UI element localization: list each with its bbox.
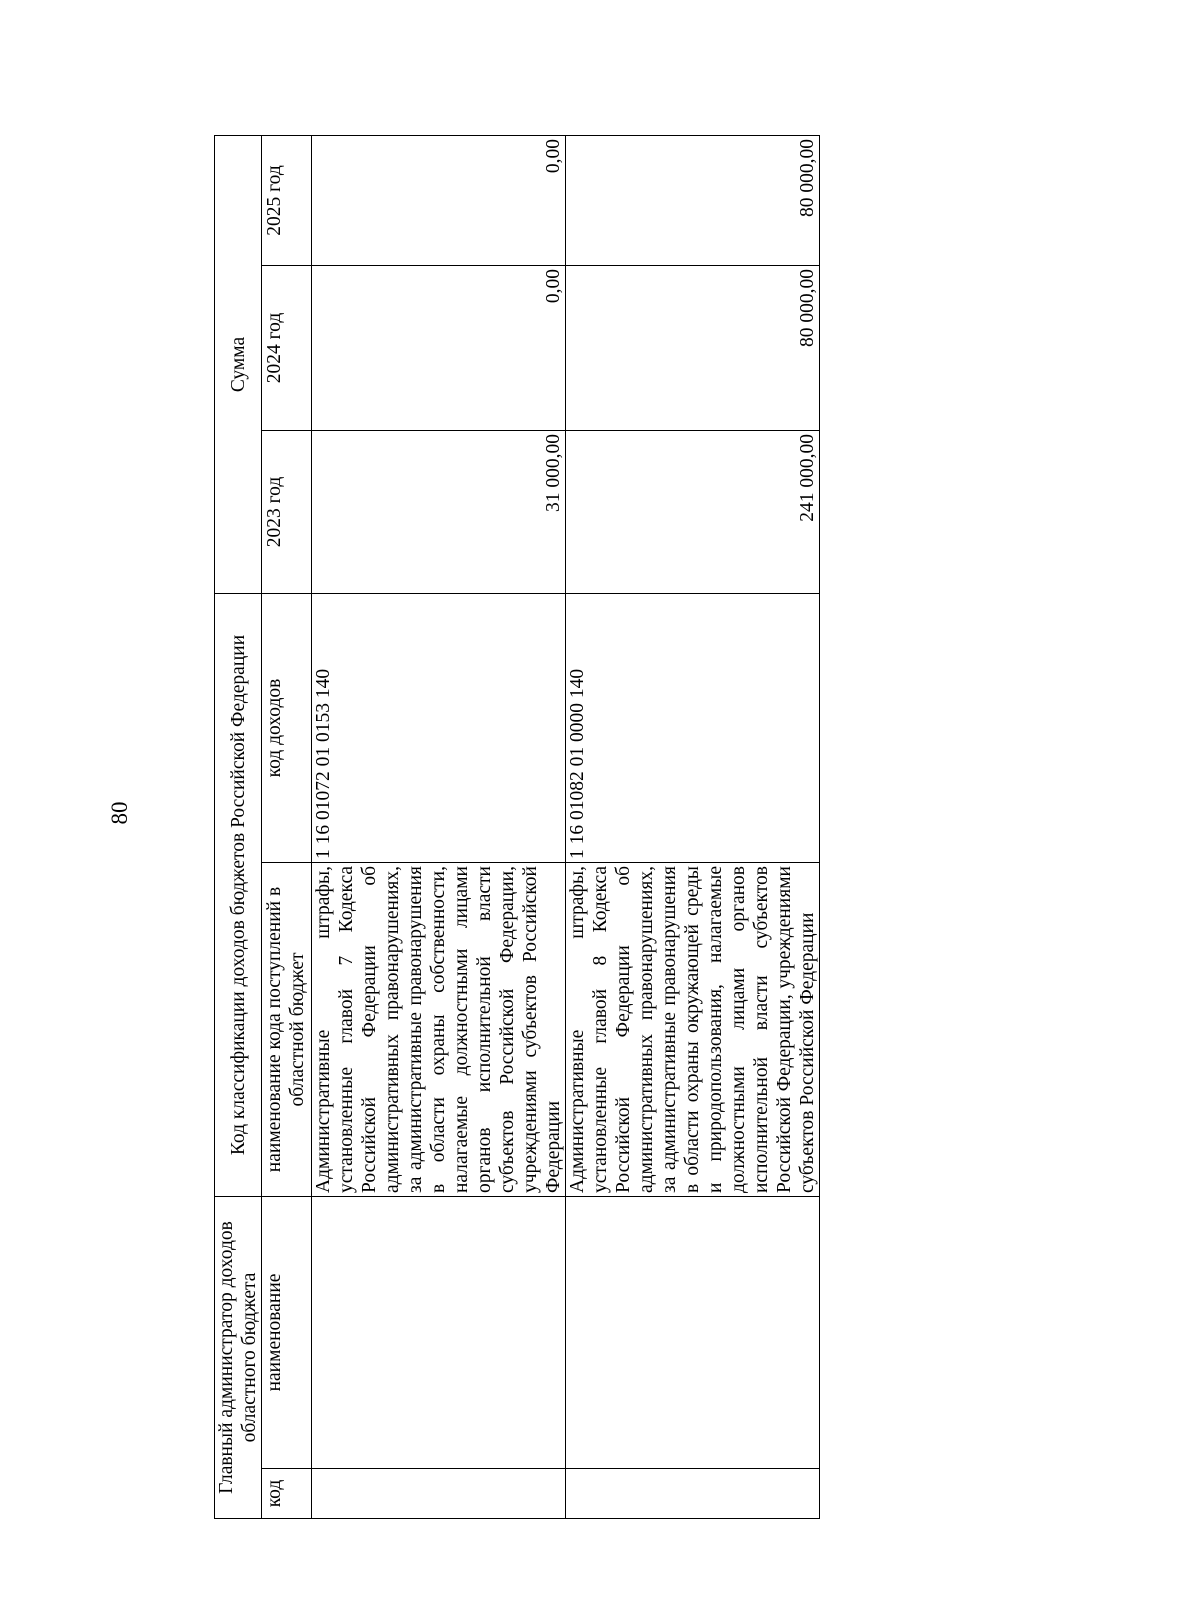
header-receipt-name: наименование кода поступлений в областной бюджет: [262, 863, 312, 1197]
row-amount-2025: 0,00: [312, 135, 566, 265]
page-number: 80: [107, 801, 132, 825]
header-row-1: [215, 135, 262, 1518]
row-receipt-description: [566, 863, 820, 1197]
income-classification-table: [214, 135, 820, 1519]
row-admin-name: [566, 1197, 820, 1469]
table-row: [312, 135, 566, 1518]
row-admin-name: [312, 1197, 566, 1469]
row-admin-code: [312, 1469, 566, 1519]
header-sum-group: Сумма: [215, 135, 262, 593]
header-admin-group: Главный администратор доходов областного бюджета: [215, 1197, 262, 1519]
row-receipt-description: [312, 863, 566, 1197]
header-year-2023: 2023 год: [262, 431, 312, 594]
header-row-2: [262, 135, 312, 1518]
row-amount-2023: 31 000,00: [312, 431, 566, 594]
row-amount-2025: 80 000,00: [566, 135, 820, 265]
row-description-text: Административные штрафы, установленные главой 8 Кодекса Российской Федерации об административных правонарушениях, за административные правонарушения в области охраны окружающей среды и природопользования, налагаемые должностными лицами органов исполнительной власти субъектов Российской Федерации, учреждениями субъектов Российской Федерации: [567, 866, 818, 1193]
row-amount-2023: 241 000,00: [566, 431, 820, 594]
row-income-code: 1 16 01082 01 0000 140: [566, 594, 820, 863]
row-income-code: 1 16 01072 01 0153 140: [312, 594, 566, 863]
row-admin-code: [566, 1469, 820, 1519]
header-kbk-group: Код классификации доходов бюджетов Российской Федерации: [215, 594, 262, 1197]
row-amount-2024: 80 000,00: [566, 266, 820, 431]
row-amount-2024: 0,00: [312, 266, 566, 431]
row-description-text: Административные штрафы, установленные главой 7 Кодекса Российской Федерации об административных правонарушениях, за административные правонарушения в области охраны собственности, налагаемые должностными лицами органов исполнительной власти субъектов Российской Федерации, учреждениями субъектов Российской Федерации: [313, 866, 564, 1193]
header-year-2025: 2025 год: [262, 135, 312, 265]
header-name: наименование: [262, 1197, 312, 1469]
table-row: [566, 135, 820, 1518]
header-income-code: код доходов: [262, 594, 312, 863]
header-code: код: [262, 1469, 312, 1519]
rotated-page-content: [214, 136, 970, 1519]
header-year-2024: 2024 год: [262, 266, 312, 431]
